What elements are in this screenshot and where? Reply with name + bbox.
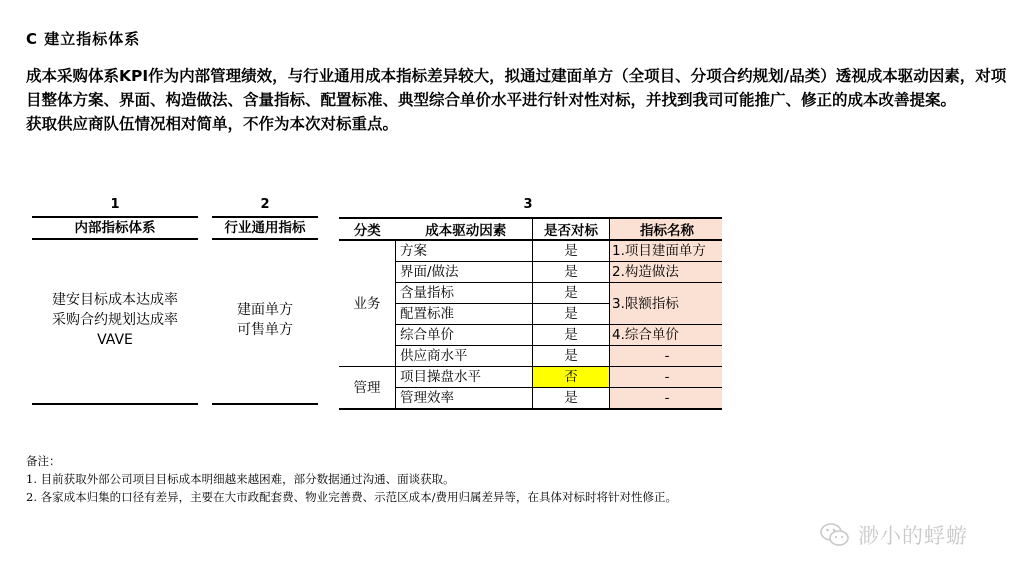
table-row — [339, 262, 722, 283]
table2-bottom-rule — [212, 403, 318, 405]
table2-line: 可售单方 — [237, 322, 293, 338]
benchmark-cell: 是 — [533, 240, 610, 262]
header-benchmark: 是否对标 — [533, 218, 610, 240]
header-driver: 成本驱动因素 — [396, 218, 533, 240]
benchmark-cell: 是 — [533, 346, 610, 367]
indicator-cell: 2.构造做法 — [610, 262, 723, 283]
driver-cell: 方案 — [396, 240, 533, 262]
table-row — [339, 367, 722, 388]
driver-cell: 配置标准 — [396, 304, 533, 325]
table1-content — [32, 290, 198, 350]
table1-number: 1 — [110, 197, 120, 212]
benchmark-cell: 是 — [533, 262, 610, 283]
indicator-cell: - — [610, 388, 723, 410]
driver-cell: 管理效率 — [396, 388, 533, 410]
note-item: 1. 目前获取外部公司项目目标成本明细越来越困难，部分数据通过沟通、面谈获取。 — [26, 472, 455, 486]
table2-header: 行业通用指标 — [224, 220, 306, 236]
category-management: 管理 — [339, 367, 396, 410]
table1-header: 内部指标体系 — [74, 220, 156, 236]
benchmark-cell: 是 — [533, 325, 610, 346]
benchmark-cell: 是 — [533, 388, 610, 410]
watermark-name: 渺小的蜉蝣 — [858, 524, 968, 548]
wechat-icon — [820, 522, 850, 548]
table2-line: 建面单方 — [237, 302, 293, 318]
driver-cell: 含量指标 — [396, 283, 533, 304]
table-row — [339, 283, 722, 304]
table-row — [339, 388, 722, 410]
note-item: 2. 各家成本归集的口径有差异，主要在大市政配套费、物业完善费、示范区成本/费用归属差异等，在具体对标时将针对性修正。 — [26, 490, 677, 504]
section-heading: C 建立指标体系 — [26, 30, 141, 48]
category-business: 业务 — [339, 240, 396, 367]
table2-number: 2 — [260, 197, 270, 212]
header-indicator: 指标名称 — [610, 218, 723, 240]
table1-header-rule — [32, 238, 198, 240]
table1-bottom-rule — [32, 403, 198, 405]
notes — [26, 452, 677, 506]
benchmark-cell: 是 — [533, 304, 610, 325]
table1-line: 采购合约规划达成率 — [52, 312, 178, 328]
driver-cell: 供应商水平 — [396, 346, 533, 367]
table1-line: 建安目标成本达成率 — [52, 292, 178, 308]
driver-cell: 界面/做法 — [396, 262, 533, 283]
cost-driver-table — [339, 217, 722, 410]
benchmark-cell-highlight: 否 — [533, 367, 610, 388]
notes-title: 备注： — [26, 454, 61, 468]
watermark — [820, 520, 968, 550]
table-row — [339, 240, 722, 262]
indicator-cell: 4.综合单价 — [610, 325, 723, 346]
table2-header-rule — [212, 238, 318, 240]
benchmark-cell: 是 — [533, 283, 610, 304]
intro-text — [26, 64, 1016, 136]
table3-header-row — [339, 218, 722, 240]
intro-paragraph: 成本采购体系KPI作为内部管理绩效，与行业通用成本指标差异较大，拟通过建面单方（全项目、分项合约规划/品类）透视成本驱动因素，对项目整体方案、界面、构造做法、含量指标、配置标准、典型综合单价水平进行针对性对标，并找到我司可能推广、修正的成本改善提案。 — [26, 67, 1007, 109]
table1-line: VAVE — [97, 332, 133, 348]
indicator-cell: 1.项目建面单方 — [610, 240, 723, 262]
indicator-cell: - — [610, 346, 723, 367]
driver-cell: 项目操盘水平 — [396, 367, 533, 388]
header-category: 分类 — [339, 218, 396, 240]
table2-content — [212, 300, 318, 340]
table-row — [339, 346, 722, 367]
indicator-cell: 3.限额指标 — [610, 283, 723, 325]
table-row — [339, 325, 722, 346]
indicator-cell: - — [610, 367, 723, 388]
intro-line2: 获取供应商队伍情况相对简单，不作为本次对标重点。 — [26, 115, 399, 133]
table3-number: 3 — [523, 197, 533, 212]
driver-cell: 综合单价 — [396, 325, 533, 346]
